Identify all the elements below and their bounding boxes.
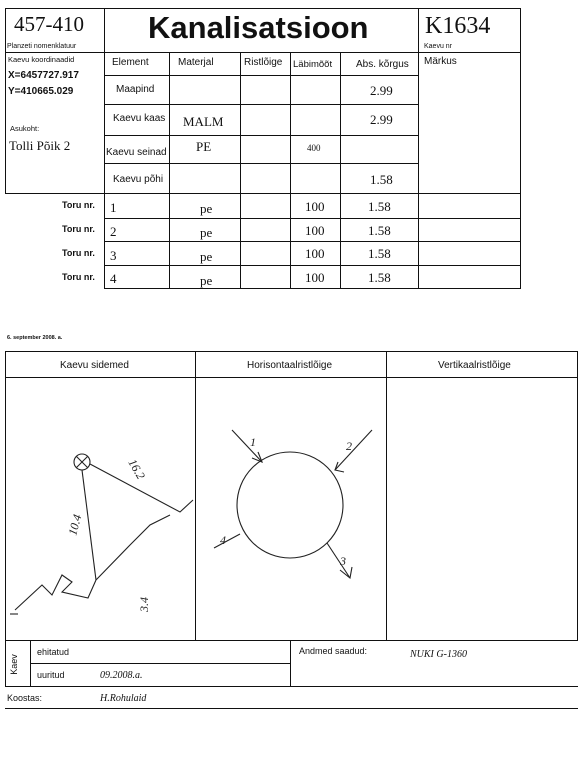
row-element: Maapind — [116, 84, 155, 95]
well-number-label: Kaevu nr — [424, 43, 453, 50]
pipe-arrow-label: 3 — [340, 554, 346, 568]
pipe-number: 2 — [110, 224, 117, 239]
inspected-value: 09.2008.a. — [100, 670, 143, 681]
tie-length-label: 3.4 — [137, 597, 151, 612]
map-sheet-number: 457-410 — [14, 12, 84, 36]
coordinate-x: X=6457727.917 — [8, 70, 79, 81]
row-material: PE — [196, 139, 212, 154]
location-label: Asukoht: — [10, 124, 40, 133]
tie-length-label: 10.4 — [65, 512, 85, 537]
pipe-label: Toru nr. — [62, 200, 95, 210]
pipe-material: pe — [200, 225, 213, 240]
map-sheet-label: Planzeti nomenklatuur — [7, 43, 77, 50]
row-height: 2.99 — [370, 83, 393, 98]
kaev-label: Kaev — [8, 654, 19, 675]
row-element: Kaevu põhi — [113, 174, 164, 185]
pipe-diameter: 100 — [305, 246, 325, 261]
pipe-diameter: 100 — [305, 223, 325, 238]
pipe-height: 1.58 — [368, 270, 391, 285]
well-circle — [237, 452, 343, 558]
location-value: Tolli Põik 2 — [9, 138, 71, 153]
row-height: 1.58 — [370, 172, 393, 187]
row-material: MALM — [183, 114, 224, 129]
pipe-label: Toru nr. — [62, 272, 95, 282]
pipe-height: 1.58 — [368, 199, 391, 214]
section-vertical-title: Vertikaalristlõige — [438, 360, 511, 371]
built-label: ehitatud — [37, 647, 70, 657]
pipe-arrow-label: 4 — [220, 533, 226, 547]
inspected-label: uuritud — [37, 670, 65, 680]
pipe-height: 1.58 — [368, 246, 391, 261]
header-section: Ristlõige — [244, 57, 283, 68]
compiled-by-value: H.Rohulaid — [100, 693, 147, 704]
section-ties-title: Kaevu sidemed — [60, 360, 129, 371]
coordinates-label: Kaevu koordinaadid — [8, 55, 75, 64]
pipe-material: pe — [200, 273, 213, 288]
document-date: 6. september 2008. a. — [7, 335, 63, 341]
row-diameter: 400 — [307, 143, 321, 153]
header-height: Abs. kõrgus — [356, 59, 409, 70]
row-height: 2.99 — [370, 112, 393, 127]
pipe-arrow-label: 1 — [250, 435, 256, 449]
pipe-label: Toru nr. — [62, 248, 95, 258]
pipe-material: pe — [200, 201, 213, 216]
pipe-height: 1.58 — [368, 223, 391, 238]
tie-length-label: 16.2 — [125, 456, 149, 482]
coordinate-y: Y=410665.029 — [8, 86, 74, 97]
pipe-diameter: 100 — [305, 270, 325, 285]
section-horizontal-title: Horisontaalristlõige — [247, 360, 333, 371]
pipe-number: 1 — [110, 200, 117, 215]
pipe-arrow-label: 2 — [346, 439, 352, 453]
pipe-number: 3 — [110, 248, 117, 263]
header-material: Materjal — [178, 57, 214, 68]
header-diameter: Läbimõõt — [293, 59, 333, 70]
data-source-value: NUKI G-1360 — [410, 649, 467, 660]
pipe-number: 4 — [110, 271, 117, 286]
header-remarks: Märkus — [424, 56, 457, 67]
well-number: K1634 — [425, 13, 491, 39]
compiled-by-label: Koostas: — [7, 693, 43, 703]
row-element: Kaevu kaas — [113, 113, 166, 124]
page-title: Kanalisatsioon — [148, 10, 369, 45]
pipe-diameter: 100 — [305, 199, 325, 214]
pipe-material: pe — [200, 249, 213, 264]
data-source-label: Andmed saadud: — [299, 646, 368, 656]
pipe-label: Toru nr. — [62, 224, 95, 234]
row-element: Kaevu seinad — [106, 147, 167, 158]
header-element: Element — [112, 57, 149, 68]
